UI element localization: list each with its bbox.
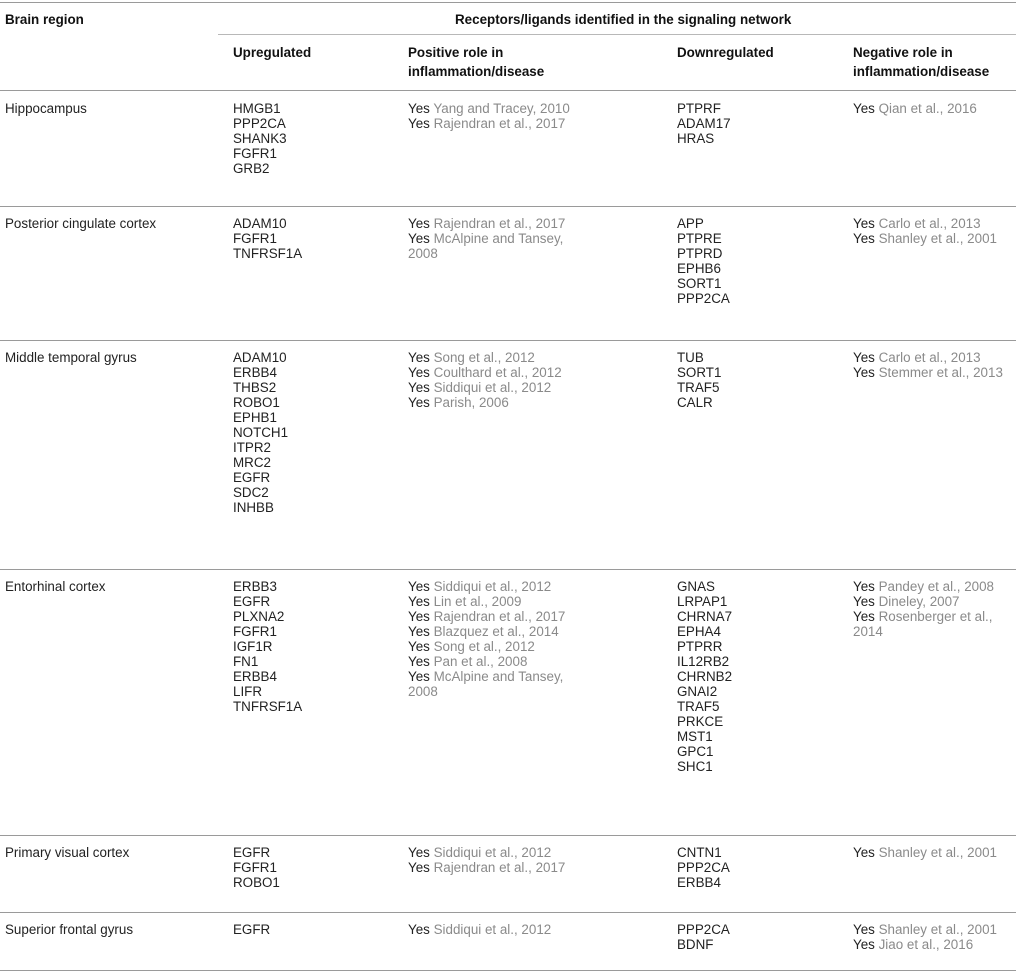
header-group-rule xyxy=(218,34,1016,35)
upregulated-gene: TNFRSF1A xyxy=(233,699,303,714)
downregulated-gene: PPP2CA xyxy=(677,922,730,937)
citation-link[interactable]: Rajendran et al., 2017 xyxy=(433,609,566,624)
citation-link[interactable]: Rajendran et al., 2017 xyxy=(433,116,566,131)
yes-label: Yes xyxy=(853,579,875,594)
downregulated-gene: HRAS xyxy=(677,131,715,146)
header-positive-role-line2: inflammation/disease xyxy=(408,64,545,79)
upregulated-gene: NOTCH1 xyxy=(233,425,289,440)
citation-link[interactable]: Song et al., 2012 xyxy=(433,639,535,654)
citation-link[interactable]: Stemmer et al., 2013 xyxy=(878,365,1003,380)
citation-link[interactable]: Siddiqui et al., 2012 xyxy=(433,922,552,937)
upregulated-cell xyxy=(233,579,302,714)
positive-role-entry xyxy=(408,350,562,365)
header-negative-role-line1: Negative role in xyxy=(853,45,953,60)
downregulated-gene: TUB xyxy=(677,350,704,365)
citation-link[interactable]: Shanley et al., 2001 xyxy=(878,845,997,860)
positive-role-cell xyxy=(408,579,565,699)
downregulated-gene: PTPRE xyxy=(677,231,722,246)
positive-role-entry xyxy=(408,380,562,395)
downregulated-gene: TRAF5 xyxy=(677,699,720,714)
positive-role-cell xyxy=(408,101,570,131)
yes-label: Yes xyxy=(853,365,875,380)
yes-label: Yes xyxy=(408,380,430,395)
header-group-title: Receptors/ligands identified in the signaling network xyxy=(455,12,792,27)
yes-label: Yes xyxy=(408,609,430,624)
upregulated-gene: THBS2 xyxy=(233,380,277,395)
citation-link-continued[interactable]: 2014 xyxy=(853,624,883,639)
upregulated-cell xyxy=(233,350,288,515)
region-name: Entorhinal cortex xyxy=(5,579,106,594)
negative-role-entry xyxy=(853,609,994,624)
citation-link[interactable]: Coulthard et al., 2012 xyxy=(433,365,562,380)
positive-role-entry xyxy=(408,101,570,116)
downregulated-gene: APP xyxy=(677,216,704,231)
negative-role-entry xyxy=(853,231,997,246)
positive-role-entry xyxy=(408,579,565,594)
upregulated-cell xyxy=(233,922,270,937)
upregulated-gene: EGFR xyxy=(233,922,271,937)
negative-role-entry xyxy=(853,594,994,609)
positive-role-entry xyxy=(408,231,565,246)
downregulated-gene: PPP2CA xyxy=(677,291,730,306)
positive-role-entry xyxy=(408,624,565,639)
negative-role-cell xyxy=(853,101,977,116)
yes-label: Yes xyxy=(408,231,430,246)
upregulated-gene: ROBO1 xyxy=(233,395,280,410)
negative-role-entry xyxy=(853,101,977,116)
upregulated-gene: ERBB3 xyxy=(233,579,277,594)
header-negative-role xyxy=(853,43,989,81)
header-negative-role-line2: inflammation/disease xyxy=(853,64,990,79)
upregulated-gene: FGFR1 xyxy=(233,231,277,246)
citation-link[interactable]: Lin et al., 2009 xyxy=(433,594,522,609)
citation-link[interactable]: Siddiqui et al., 2012 xyxy=(433,380,552,395)
upregulated-gene: EPHB1 xyxy=(233,410,277,425)
downregulated-cell xyxy=(677,350,721,410)
negative-role-cell xyxy=(853,922,997,952)
downregulated-gene: IL12RB2 xyxy=(677,654,730,669)
positive-role-cell xyxy=(408,350,562,410)
positive-role-entry xyxy=(408,395,562,410)
citation-link[interactable]: Siddiqui et al., 2012 xyxy=(433,845,552,860)
positive-role-entry xyxy=(408,639,565,654)
downregulated-gene: ERBB4 xyxy=(677,875,721,890)
downregulated-gene: EPHB6 xyxy=(677,261,721,276)
positive-role-cell xyxy=(408,845,565,875)
downregulated-gene: CHRNA7 xyxy=(677,609,733,624)
region-cell xyxy=(5,845,129,860)
upregulated-gene: PPP2CA xyxy=(233,116,286,131)
citation-link[interactable]: Song et al., 2012 xyxy=(433,350,535,365)
upregulated-gene: FN1 xyxy=(233,654,259,669)
downregulated-cell xyxy=(677,922,730,952)
upregulated-gene: HMGB1 xyxy=(233,101,281,116)
upregulated-gene: ADAM10 xyxy=(233,350,287,365)
citation-link[interactable]: Rajendran et al., 2017 xyxy=(433,216,566,231)
row-separator xyxy=(0,206,1016,207)
downregulated-cell xyxy=(677,101,731,146)
upregulated-gene: MRC2 xyxy=(233,455,271,470)
citation-link[interactable]: Carlo et al., 2013 xyxy=(878,350,981,365)
positive-role-entry xyxy=(408,922,551,937)
upregulated-cell xyxy=(233,101,287,176)
downregulated-gene: SORT1 xyxy=(677,276,722,291)
negative-role-entry xyxy=(853,216,997,231)
yes-label: Yes xyxy=(408,860,430,875)
upregulated-gene: IGF1R xyxy=(233,639,273,654)
downregulated-gene: CNTN1 xyxy=(677,845,722,860)
positive-role-entry xyxy=(408,609,565,624)
yes-label: Yes xyxy=(853,609,875,624)
yes-label: Yes xyxy=(853,216,875,231)
citation-link[interactable]: Dineley, 2007 xyxy=(878,594,960,609)
citation-link[interactable]: Yang and Tracey, 2010 xyxy=(433,101,570,116)
positive-role-entry xyxy=(408,669,565,684)
yes-label: Yes xyxy=(408,654,430,669)
region-name: Hippocampus xyxy=(5,101,87,116)
citation-link[interactable]: Parish, 2006 xyxy=(433,395,509,410)
region-cell xyxy=(5,216,156,231)
upregulated-gene: INHBB xyxy=(233,500,274,515)
negative-role-entry xyxy=(853,922,997,937)
upregulated-gene: FGFR1 xyxy=(233,146,277,161)
negative-role-entry xyxy=(853,845,997,860)
downregulated-gene: PTPRR xyxy=(677,639,723,654)
upregulated-gene: EGFR xyxy=(233,594,271,609)
negative-role-entry xyxy=(853,365,1003,380)
citation-link[interactable]: Blazquez et al., 2014 xyxy=(433,624,559,639)
header-downregulated: Downregulated xyxy=(677,45,774,60)
row-separator xyxy=(0,912,1016,913)
downregulated-gene: SHC1 xyxy=(677,759,713,774)
positive-role-cell xyxy=(408,216,565,261)
yes-label: Yes xyxy=(408,579,430,594)
upregulated-gene: EGFR xyxy=(233,470,271,485)
upregulated-cell xyxy=(233,845,280,890)
upregulated-gene: ERBB4 xyxy=(233,365,277,380)
negative-role-entry xyxy=(853,350,1003,365)
region-name: Middle temporal gyrus xyxy=(5,350,137,365)
yes-label: Yes xyxy=(408,101,430,116)
negative-role-cell xyxy=(853,350,1003,380)
yes-label: Yes xyxy=(853,845,875,860)
upregulated-gene: TNFRSF1A xyxy=(233,246,303,261)
header-bottom-rule xyxy=(0,90,1016,91)
downregulated-gene: PRKCE xyxy=(677,714,724,729)
downregulated-gene: CHRNB2 xyxy=(677,669,733,684)
upregulated-gene: ERBB4 xyxy=(233,669,277,684)
downregulated-gene: PPP2CA xyxy=(677,860,730,875)
citation-link[interactable]: Shanley et al., 2001 xyxy=(878,231,997,246)
negative-role-cell xyxy=(853,216,997,246)
downregulated-cell xyxy=(677,579,732,774)
upregulated-gene: SDC2 xyxy=(233,485,269,500)
upregulated-gene: SHANK3 xyxy=(233,131,287,146)
citation-link-continued[interactable]: 2008 xyxy=(408,246,438,261)
header-brain-region: Brain region xyxy=(5,12,84,27)
positive-role-entry xyxy=(408,594,565,609)
citation-link[interactable]: Jiao et al., 2016 xyxy=(878,937,974,952)
citation-link[interactable]: McAlpine and Tansey, xyxy=(433,669,564,684)
upregulated-gene: FGFR1 xyxy=(233,860,277,875)
downregulated-gene: PTPRD xyxy=(677,246,723,261)
yes-label: Yes xyxy=(408,395,430,410)
positive-role-entry xyxy=(408,116,570,131)
row-separator xyxy=(0,340,1016,341)
downregulated-gene: SORT1 xyxy=(677,365,722,380)
positive-role-entry xyxy=(408,216,565,231)
row-separator xyxy=(0,835,1016,836)
downregulated-gene: TRAF5 xyxy=(677,380,720,395)
upregulated-gene: GRB2 xyxy=(233,161,270,176)
negative-role-entry xyxy=(853,937,997,952)
upregulated-gene: ADAM10 xyxy=(233,216,287,231)
region-name: Superior frontal gyrus xyxy=(5,922,134,937)
citation-link-continued[interactable]: 2008 xyxy=(408,684,438,699)
negative-role-cell xyxy=(853,845,997,860)
header-positive-role xyxy=(408,43,544,81)
yes-label: Yes xyxy=(408,594,430,609)
downregulated-gene: GPC1 xyxy=(677,744,714,759)
downregulated-cell xyxy=(677,216,730,306)
yes-label: Yes xyxy=(853,937,875,952)
upregulated-gene: LIFR xyxy=(233,684,263,699)
positive-role-entry xyxy=(408,365,562,380)
downregulated-gene: MST1 xyxy=(677,729,713,744)
region-name: Posterior cingulate cortex xyxy=(5,216,157,231)
citation-link[interactable]: Pandey et al., 2008 xyxy=(878,579,994,594)
yes-label: Yes xyxy=(853,922,875,937)
citation-link[interactable]: Siddiqui et al., 2012 xyxy=(433,579,552,594)
upregulated-cell xyxy=(233,216,302,261)
downregulated-gene: PTPRF xyxy=(677,101,721,116)
yes-label: Yes xyxy=(853,594,875,609)
header-positive-role-line1: Positive role in xyxy=(408,45,504,60)
yes-label: Yes xyxy=(408,845,430,860)
region-cell xyxy=(5,922,133,937)
yes-label: Yes xyxy=(408,922,430,937)
yes-label: Yes xyxy=(408,624,430,639)
citation-link[interactable]: Rosenberger et al., xyxy=(878,609,993,624)
yes-label: Yes xyxy=(408,639,430,654)
citation-link[interactable]: Shanley et al., 2001 xyxy=(878,922,997,937)
downregulated-gene: LRPAP1 xyxy=(677,594,728,609)
region-cell xyxy=(5,101,87,116)
yes-label: Yes xyxy=(853,350,875,365)
citation-link[interactable]: Qian et al., 2016 xyxy=(878,101,977,116)
citation-link[interactable]: McAlpine and Tansey, xyxy=(433,231,564,246)
yes-label: Yes xyxy=(408,669,430,684)
header-upregulated: Upregulated xyxy=(233,45,312,60)
yes-label: Yes xyxy=(853,101,875,116)
row-separator xyxy=(0,970,1016,971)
upregulated-gene: EGFR xyxy=(233,845,271,860)
upregulated-gene: ROBO1 xyxy=(233,875,280,890)
citation-link[interactable]: Rajendran et al., 2017 xyxy=(433,860,566,875)
downregulated-gene: ADAM17 xyxy=(677,116,731,131)
positive-role-entry xyxy=(408,845,565,860)
region-cell xyxy=(5,350,137,365)
yes-label: Yes xyxy=(408,116,430,131)
negative-role-entry xyxy=(853,579,994,594)
yes-label: Yes xyxy=(408,350,430,365)
downregulated-gene: BDNF xyxy=(677,937,714,952)
downregulated-cell xyxy=(677,845,730,890)
table-top-rule xyxy=(0,2,1016,3)
region-cell xyxy=(5,579,105,594)
negative-role-cell xyxy=(853,579,994,639)
positive-role-entry xyxy=(408,860,565,875)
downregulated-gene: GNAI2 xyxy=(677,684,718,699)
upregulated-gene: ITPR2 xyxy=(233,440,271,455)
yes-label: Yes xyxy=(408,365,430,380)
positive-role-cell xyxy=(408,922,551,937)
citation-link[interactable]: Carlo et al., 2013 xyxy=(878,216,981,231)
downregulated-gene: EPHA4 xyxy=(677,624,721,639)
region-name: Primary visual cortex xyxy=(5,845,130,860)
row-separator xyxy=(0,569,1016,570)
downregulated-gene: GNAS xyxy=(677,579,715,594)
upregulated-gene: FGFR1 xyxy=(233,624,277,639)
citation-link[interactable]: Pan et al., 2008 xyxy=(433,654,528,669)
yes-label: Yes xyxy=(408,216,430,231)
upregulated-gene: PLXNA2 xyxy=(233,609,285,624)
yes-label: Yes xyxy=(853,231,875,246)
downregulated-gene: CALR xyxy=(677,395,713,410)
positive-role-entry xyxy=(408,654,565,669)
